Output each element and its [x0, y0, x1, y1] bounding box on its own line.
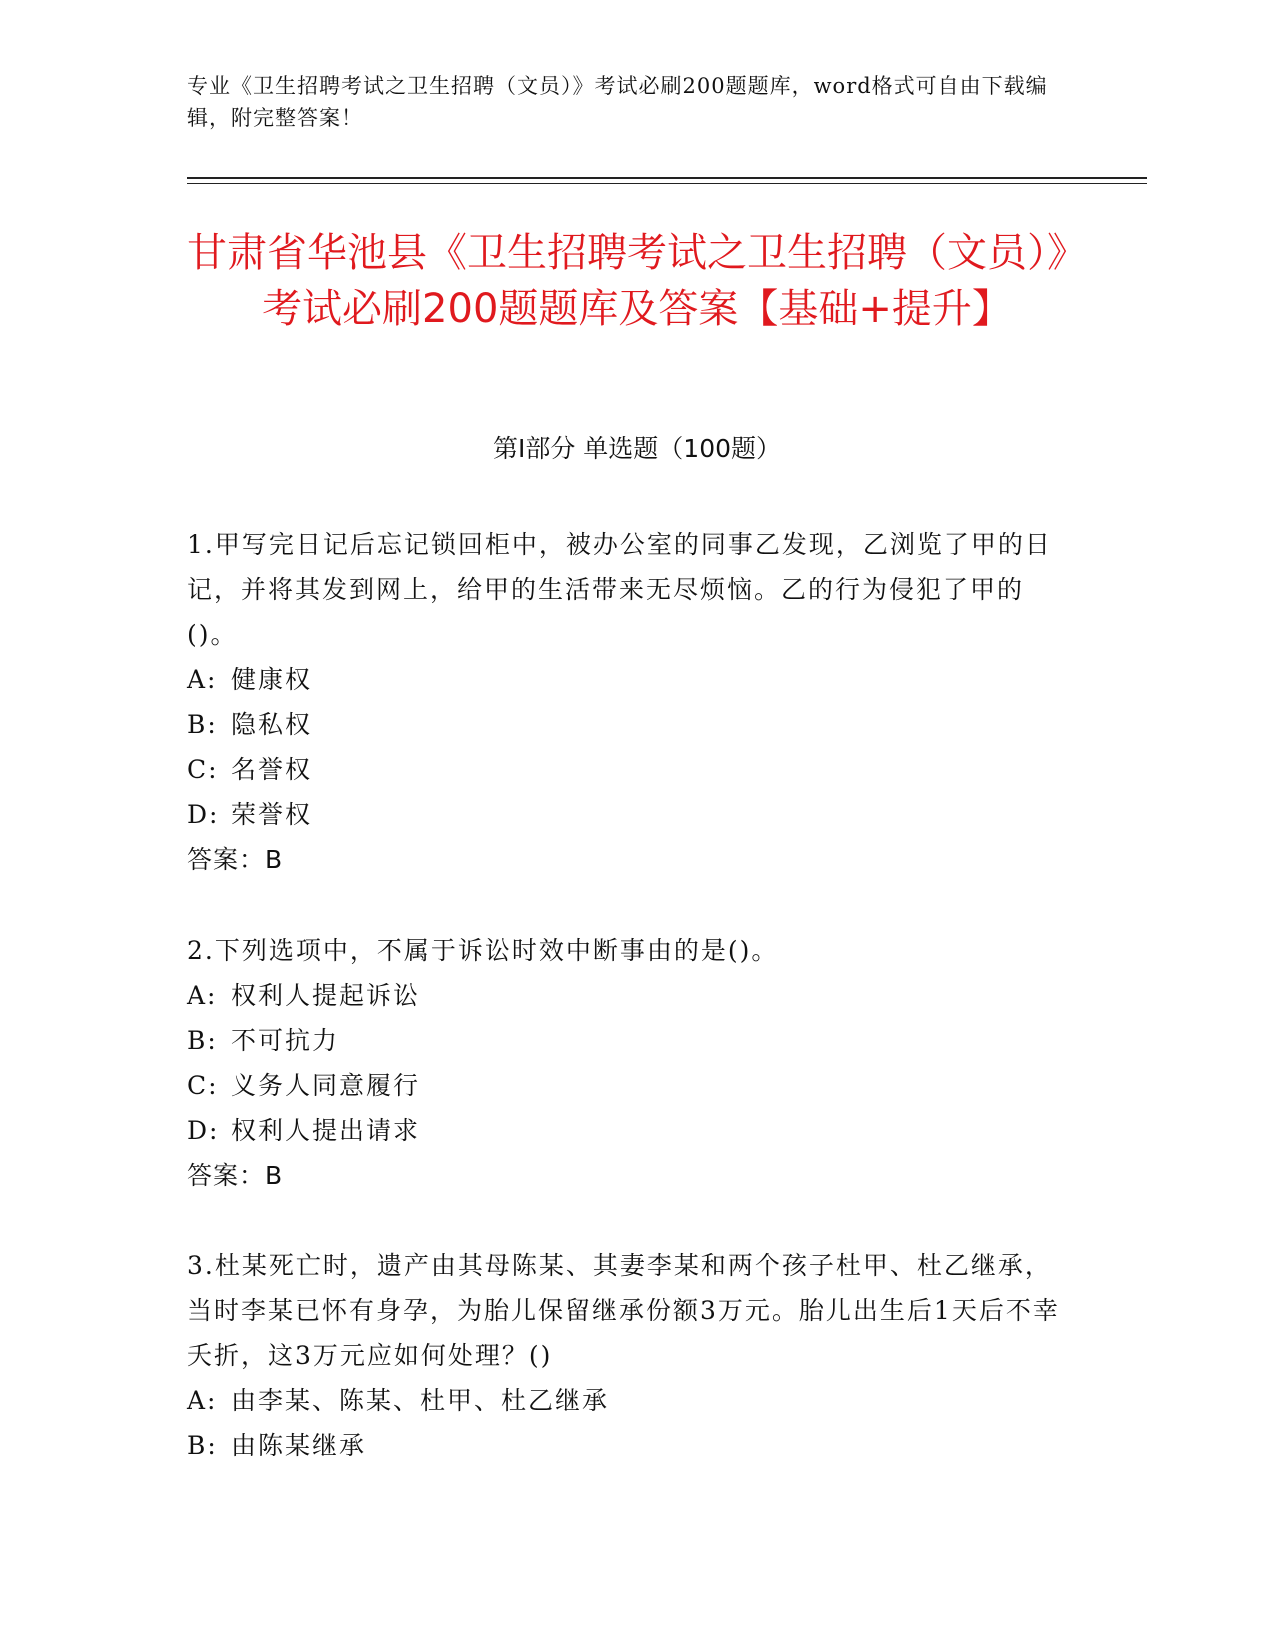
question-stem: 3.杜某死亡时，遗产由其母陈某、其妻李某和两个孩子杜甲、杜乙继承，当时李某已怀有身孕，为胎儿保留继承份额3万元。胎儿出生后1天后不幸夭折，这3万元应如何处理？() — [187, 1251, 1060, 1370]
option-b — [187, 1018, 1067, 1063]
header-note: 专业《卫生招聘考试之卫生招聘（文员）》考试必刷200题题库，word格式可自由下载编辑，附完整答案！ — [187, 74, 1048, 130]
option-text: 名誉权 — [231, 755, 313, 784]
option-d — [187, 1108, 1067, 1153]
question-stem: 1.甲写完日记后忘记锁回柜中，被办公室的同事乙发现，乙浏览了甲的日记，并将其发到网上，给甲的生活带来无尽烦恼。乙的行为侵犯了甲的()。 — [187, 530, 1052, 649]
option-letter: D: — [187, 800, 220, 829]
option-letter: B: — [187, 710, 218, 739]
option-a — [187, 973, 1067, 1018]
answer-line: 答案：B — [187, 1161, 284, 1190]
section-heading: 第Ⅰ部分 单选题（100题） — [492, 434, 782, 463]
option-letter: A: — [187, 665, 218, 694]
option-text: 由李某、陈某、杜甲、杜乙继承 — [231, 1386, 610, 1415]
option-letter: A: — [187, 981, 218, 1010]
option-text: 权利人提出请求 — [231, 1116, 421, 1145]
question-3 — [187, 1243, 1067, 1468]
option-text: 隐私权 — [231, 710, 313, 739]
document-title: 甘肃省华池县《卫生招聘考试之卫生招聘（文员）》考试必刷200题题库及答案【基础+提升】 — [187, 230, 1087, 332]
option-letter: B: — [187, 1026, 218, 1055]
header-divider-thick — [187, 177, 1147, 179]
option-letter: C: — [187, 1071, 219, 1100]
option-letter: B: — [187, 1431, 218, 1460]
option-b — [187, 702, 1067, 747]
option-text: 义务人同意履行 — [231, 1071, 421, 1100]
option-b — [187, 1423, 1067, 1468]
option-text: 不可抗力 — [231, 1026, 340, 1055]
answer-line: 答案：B — [187, 845, 284, 874]
option-a — [187, 1378, 1067, 1423]
option-letter: C: — [187, 755, 219, 784]
option-a — [187, 657, 1067, 702]
option-c — [187, 747, 1067, 792]
option-letter: A: — [187, 1386, 218, 1415]
option-c — [187, 1063, 1067, 1108]
option-d — [187, 792, 1067, 837]
question-1 — [187, 522, 1067, 882]
option-text: 权利人提起诉讼 — [231, 981, 421, 1010]
option-text: 健康权 — [231, 665, 313, 694]
option-letter: D: — [187, 1116, 220, 1145]
question-2 — [187, 928, 1067, 1198]
header-divider-thin — [187, 183, 1147, 184]
option-text: 由陈某继承 — [231, 1431, 367, 1460]
option-text: 荣誉权 — [231, 800, 313, 829]
question-stem: 2.下列选项中，不属于诉讼时效中断事由的是()。 — [187, 936, 779, 965]
